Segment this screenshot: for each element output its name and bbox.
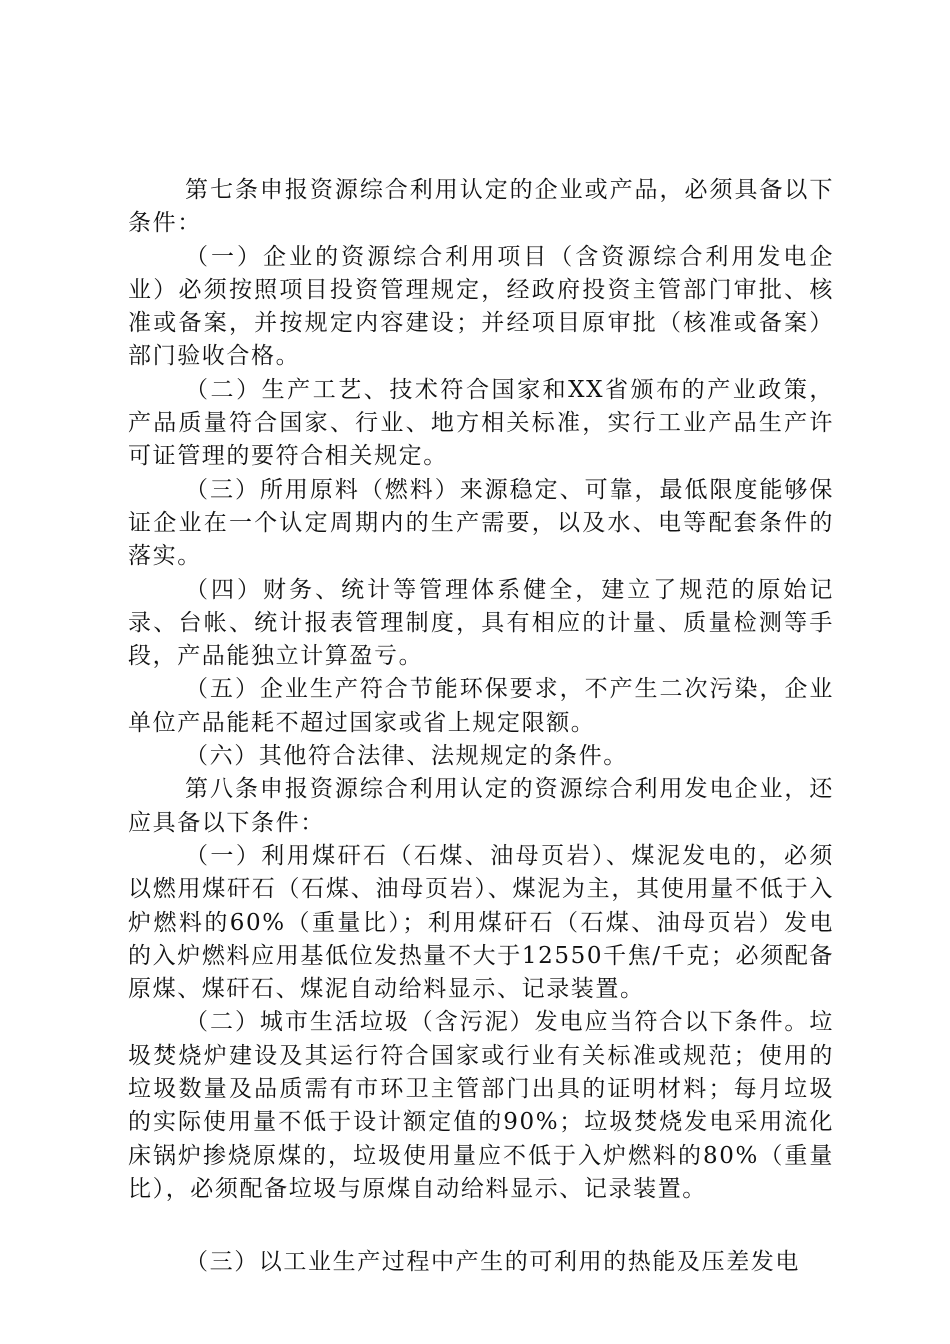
article-8-item-1: （一）利用煤矸石（石煤、油母页岩）、煤泥发电的，必须以燃用煤矸石（石煤、油母页岩）、煤泥为主，其使用量不低于入炉燃料的60%（重量比）；利用煤矸石（石煤、油母页岩）发电的入炉燃料应用基低位发热量不大于12550千焦/千克；必须配备原煤、煤矸石、煤泥自动给料显示、记录装置。	[128, 842, 834, 1003]
paragraph-gap	[128, 1206, 834, 1246]
document-body	[128, 174, 834, 1280]
article-7-item-4: （四）财务、统计等管理体系健全，建立了规范的原始记录、台帐、统计报表管理制度，具有相应的计量、质量检测等手段，产品能独立计算盈亏。	[128, 576, 834, 670]
article-7-item-2: （二）生产工艺、技术符合国家和XX省颁布的产业政策，产品质量符合国家、行业、地方相关标准，实行工业产品生产许可证管理的要符合相关规定。	[128, 376, 834, 470]
article-8-item-2: （二）城市生活垃圾（含污泥）发电应当符合以下条件。垃圾焚烧炉建设及其运行符合国家或行业有关标准或规范；使用的垃圾数量及品质需有市环卫主管部门出具的证明材料；每月垃圾的实际使用量不低于设计额定值的90%；垃圾焚烧发电采用流化床锅炉掺烧原煤的，垃圾使用量应不低于入炉燃料的80%（重量比），必须配备垃圾与原煤自动给料显示、记录装置。	[128, 1009, 834, 1202]
article-7-item-5: （五）企业生产符合节能环保要求，不产生二次污染，企业单位产品能耗不超过国家或省上规定限额。	[128, 676, 834, 736]
article-8-item-3: （三）以工业生产过程中产生的可利用的热能及压差发电	[185, 1249, 800, 1276]
article-7-item-3: （三）所用原料（燃料）来源稳定、可靠，最低限度能够保证企业在一个认定周期内的生产需要，以及水、电等配套条件的落实。	[128, 476, 834, 570]
article-8-heading: 第八条申报资源综合利用认定的资源综合利用发电企业，还应具备以下条件：	[128, 776, 834, 836]
article-7-item-6: （六）其他符合法律、法规规定的条件。	[185, 743, 628, 770]
article-7-item-1: （一）企业的资源综合利用项目（含资源综合利用发电企业）必须按照项目投资管理规定，经政府投资主管部门审批、核准或备案，并按规定内容建设；并经项目原审批（核准或备案）部门验收合格。	[128, 243, 834, 370]
article-7-heading: 第七条申报资源综合利用认定的企业或产品，必须具备以下条件：	[128, 177, 834, 237]
